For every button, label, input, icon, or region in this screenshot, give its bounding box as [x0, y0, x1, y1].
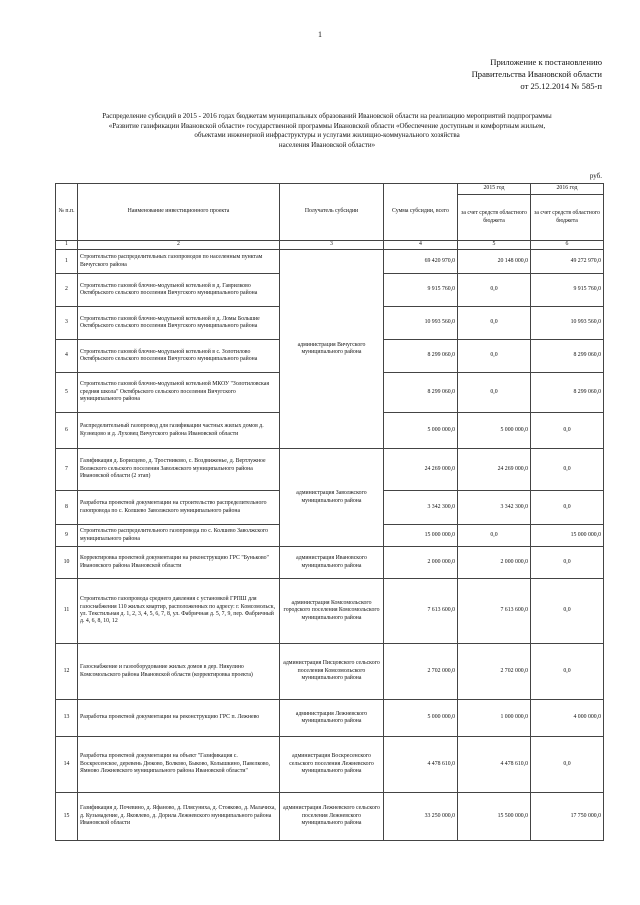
row-number: 9 [56, 525, 78, 547]
project-name: Разработка проектной документации на объект "Газификация с. Воскресенское, деревень Дюково, Волково, Быково, Колышкино, Павелково, Ямново Лежневского муниципального района Ивановской области" [78, 737, 280, 793]
project-name: Строительство распределительных газопроводов по населенным пунктам Вичугского района [78, 250, 280, 274]
total-amount: 8 299 060,0 [384, 373, 458, 413]
header-year-2015: 2015 год [458, 184, 531, 195]
amount-2015: 0,0 [458, 307, 531, 340]
appendix-header [472, 56, 602, 92]
amount-2016: 0,0 [531, 644, 604, 700]
project-name: Разработка проектной документации на строительство распределительного газопровода по с. Колшево Заволжского муниципального района [78, 491, 280, 525]
row-number: 10 [56, 547, 78, 579]
recipient: администрация Заволжского муниципального района [280, 449, 384, 547]
row-number: 1 [56, 250, 78, 274]
recipient: администрация Ивановского муниципального района [280, 547, 384, 579]
column-index: 3 [280, 241, 384, 250]
amount-2015: 0,0 [458, 525, 531, 547]
total-amount: 5 000 000,0 [384, 700, 458, 737]
recipient: администрация Вичугского муниципального района [280, 250, 384, 449]
project-name: Корректировка проектной документации на реконструкцию ГРС "Буньково" Ивановского района Ивановской области [78, 547, 280, 579]
project-name: Газификация д. Почевино, д. Яфаново, д. Плясуниха, д. Стояково, д. Малачиха, д. Кузьмадение, д. Яковлево, д. Дорила Лежневского муниципального района Ивановской области [78, 793, 280, 841]
header-recipient: Получатель субсидии [280, 184, 384, 241]
recipient: администрация Воскресенского сельского поселения Лежневского муниципального района [280, 737, 384, 793]
table-row [56, 700, 604, 737]
project-name: Распределительный газопровод для газификации частных жилых домов д. Кузнецово и д. Луховец Вичугского района Ивановской области [78, 413, 280, 449]
row-number: 2 [56, 274, 78, 307]
total-amount: 3 342 300,0 [384, 491, 458, 525]
amount-2016: 9 915 760,0 [531, 274, 604, 307]
total-amount: 7 613 600,0 [384, 579, 458, 644]
title-line-3: объектами инженерной инфраструктуры и услугами жилищно-коммунального хозяйства [194, 131, 460, 140]
amount-2015: 20 148 000,0 [458, 250, 531, 274]
amount-2015: 1 000 000,0 [458, 700, 531, 737]
project-name: Строительство газовой блочно-модульной котельной в с. Золотилово Октябрьского сельского поселения Вичугского муниципального района [78, 340, 280, 373]
total-amount: 8 299 060,0 [384, 340, 458, 373]
header-2015-source: за счет средств областного бюджета [458, 195, 531, 241]
column-index: 4 [384, 241, 458, 250]
project-name: Строительство газовой блочно-модульной котельной в д. Гаврилково Октябрьского сельского поселения Вичугского муниципального района [78, 274, 280, 307]
amount-2016: 15 000 000,0 [531, 525, 604, 547]
column-index: 1 [56, 241, 78, 250]
recipient: администрация Комсомольского городского поселения Комсомольского муниципального района [280, 579, 384, 644]
total-amount: 2 000 000,0 [384, 547, 458, 579]
amount-2016: 4 000 000,0 [531, 700, 604, 737]
total-amount: 2 702 000,0 [384, 644, 458, 700]
recipient: администрация Лежневского муниципального района [280, 700, 384, 737]
amount-2016: 8 299 060,0 [531, 373, 604, 413]
header-project-name: Наименование инвестиционного проекта [78, 184, 280, 241]
total-amount: 10 993 560,0 [384, 307, 458, 340]
table-row [56, 250, 604, 274]
amount-2015: 2 702 000,0 [458, 644, 531, 700]
amount-2016: 0,0 [531, 737, 604, 793]
project-name: Газоснабжение и газооборудование жилых домов в дер. Никулино Комсомольского района Ивановской области (корректировка проекта) [78, 644, 280, 700]
column-index: 5 [458, 241, 531, 250]
amount-2016: 49 272 970,0 [531, 250, 604, 274]
row-number: 13 [56, 700, 78, 737]
project-name: Газификация д. Борисцево, д. Тростниково, с. Воздвиженье, д. Вертлужное Волжского сельского поселения Заволжского муниципального района Ивановской области (2 этап) [78, 449, 280, 491]
project-name: Строительство распределительного газопровода по с. Колшево Заволжского муниципального района [78, 525, 280, 547]
total-amount: 4 478 610,0 [384, 737, 458, 793]
header-total: Сумма субсидии, всего [384, 184, 458, 241]
header-number: № п.п. [56, 184, 78, 241]
appendix-line-2: Правительства Ивановской области [471, 69, 602, 79]
appendix-line-3: от 25.12.2014 № 585-п [520, 81, 602, 91]
amount-2015: 5 000 000,0 [458, 413, 531, 449]
amount-2015: 7 613 600,0 [458, 579, 531, 644]
column-index-row [56, 241, 604, 250]
row-number: 11 [56, 579, 78, 644]
row-number: 14 [56, 737, 78, 793]
amount-2016: 0,0 [531, 547, 604, 579]
row-number: 4 [56, 340, 78, 373]
title-line-2: «Развитие газификации Ивановской области» государственной программы Ивановской области «Обеспечение доступным и комфортным жильем, [108, 121, 546, 130]
table-row [56, 737, 604, 793]
amount-2015: 2 000 000,0 [458, 547, 531, 579]
column-index: 6 [531, 241, 604, 250]
table-row [56, 644, 604, 700]
amount-2016: 17 750 000,0 [531, 793, 604, 841]
amount-2015: 4 478 610,0 [458, 737, 531, 793]
header-year-2016: 2016 год [531, 184, 604, 195]
table-row [56, 793, 604, 841]
currency-unit: руб. [589, 172, 602, 180]
total-amount: 69 420 970,0 [384, 250, 458, 274]
document-title [48, 112, 606, 150]
row-number: 8 [56, 491, 78, 525]
amount-2016: 0,0 [531, 413, 604, 449]
recipient: администрация Лежневского сельского поселения Лежневского муниципального района [280, 793, 384, 841]
recipient: администрация Писцовского сельского поселения Комсомольского муниципального района [280, 644, 384, 700]
amount-2015: 0,0 [458, 274, 531, 307]
amount-2015: 3 342 300,0 [458, 491, 531, 525]
row-number: 5 [56, 373, 78, 413]
total-amount: 33 250 000,0 [384, 793, 458, 841]
subsidy-table [55, 183, 604, 841]
project-name: Строительство газовой блочно-модульной котельной в д. Ломы Большие Октябрьского сельского поселения Вичугского муниципального района [78, 307, 280, 340]
amount-2016: 10 993 560,0 [531, 307, 604, 340]
amount-2016: 0,0 [531, 491, 604, 525]
amount-2015: 0,0 [458, 373, 531, 413]
amount-2016: 0,0 [531, 449, 604, 491]
appendix-line-1: Приложение к постановлению [490, 57, 602, 67]
total-amount: 15 000 000,0 [384, 525, 458, 547]
title-line-1: Распределение субсидий в 2015 - 2016 годах бюджетам муниципальных образований Ивановской области на реализацию мероприятий подпрограммы [102, 112, 552, 120]
table-row [56, 579, 604, 644]
header-2016-source: за счет средств областного бюджета [531, 195, 604, 241]
row-number: 3 [56, 307, 78, 340]
amount-2015: 24 269 000,0 [458, 449, 531, 491]
column-index: 2 [78, 241, 280, 250]
row-number: 6 [56, 413, 78, 449]
total-amount: 24 269 000,0 [384, 449, 458, 491]
row-number: 12 [56, 644, 78, 700]
amount-2016: 0,0 [531, 579, 604, 644]
row-number: 15 [56, 793, 78, 841]
amount-2015: 0,0 [458, 340, 531, 373]
title-line-4: населения Ивановской области» [278, 140, 376, 149]
amount-2016: 8 299 060,0 [531, 340, 604, 373]
table-row [56, 547, 604, 579]
project-name: Строительство газопровода среднего давления с установкой ГРПШ для газоснабжения 110 жилых квартир, расположенных по адресу: г. Комсомольск, ул. Текстильная д. 1, 2, 3, 4, 5, 6, 7, 8, ул. Фабричная д. 5, 7, 9, пер. Фабричный д. 4, 6, 8, 10, 12 [78, 579, 280, 644]
project-name: Разработка проектной документации на реконструкцию ГРС п. Лежнево [78, 700, 280, 737]
page-number: 1 [318, 30, 322, 39]
table-row [56, 449, 604, 491]
total-amount: 5 000 000,0 [384, 413, 458, 449]
row-number: 7 [56, 449, 78, 491]
amount-2015: 15 500 000,0 [458, 793, 531, 841]
total-amount: 9 915 760,0 [384, 274, 458, 307]
project-name: Строительство газовой блочно-модульной котельной МКОУ "Золотиловская средняя школа" Октябрьского сельского поселения Вичугского муниципального района [78, 373, 280, 413]
